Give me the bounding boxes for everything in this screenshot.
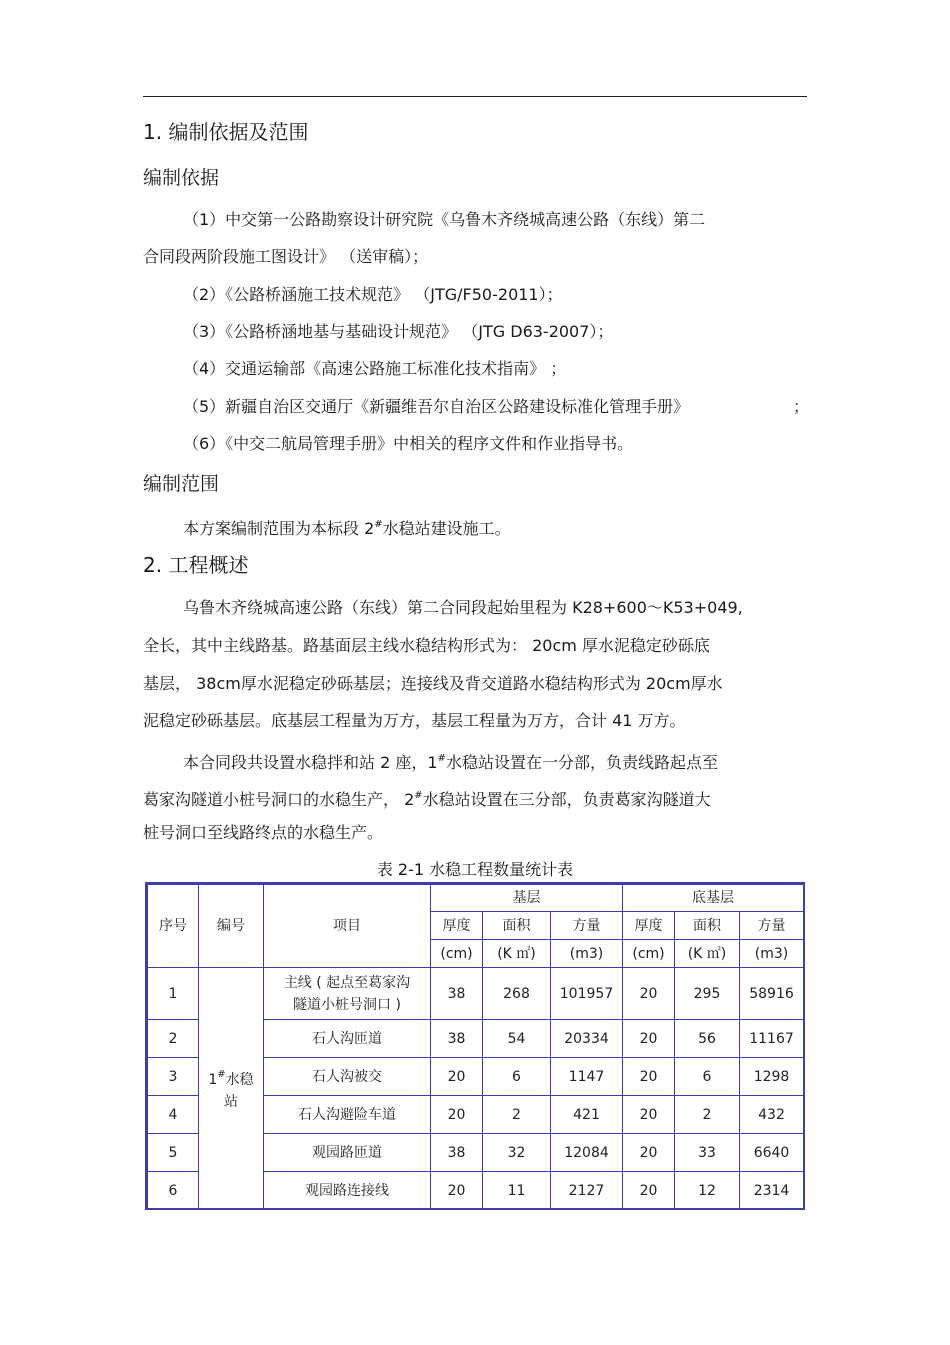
- cell-base-thickness: 38: [431, 1134, 483, 1172]
- header-subbase-unit-m3: (m3): [740, 940, 804, 968]
- stations-line-2: [143, 785, 711, 811]
- cell-base-thickness: 38: [431, 1020, 483, 1058]
- stations-line-1-b: 水稳站设置在一分部，负责线路起点至: [445, 753, 718, 772]
- cell-seq: 4: [148, 1096, 199, 1134]
- cell-subbase-thickness: 20: [623, 1096, 675, 1134]
- cell-subbase-volume: 6640: [740, 1134, 804, 1172]
- cell-subbase-thickness: 20: [623, 1020, 675, 1058]
- overview-line-2: 全长，其中主线路基。路基面层主线水稳结构形式为： 20cm 厚水泥稳定砂砾底: [143, 636, 710, 655]
- cell-station: [199, 968, 264, 1210]
- cell-base-area: 268: [483, 968, 551, 1020]
- header-rule: [143, 96, 807, 97]
- cell-subbase-area: 12: [675, 1172, 740, 1210]
- basis-item-2: （2）《公路桥涵施工技术规范》 （JTG/F50-2011）；: [183, 285, 563, 304]
- header-base: 基层: [431, 885, 623, 912]
- stations-line-3: 桩号洞口至线路终点的水稳生产。: [143, 823, 384, 842]
- table-header-row-1: [148, 885, 804, 912]
- cell-item: 石人沟被交: [264, 1058, 431, 1096]
- header-code: 编号: [199, 885, 264, 968]
- cell-base-volume: 101957: [551, 968, 623, 1020]
- header-base-unit-m3: (m3): [551, 940, 623, 968]
- cell-item: 石人沟避险车道: [264, 1096, 431, 1134]
- basis-item-4: （4）交通运输部《高速公路施工标准化技术指南》 ；: [183, 359, 567, 378]
- header-subbase: 底基层: [623, 885, 804, 912]
- basis-heading: 编制依据: [143, 167, 220, 189]
- station-sup: #: [217, 1069, 226, 1080]
- header-subbase-thickness: 厚度: [623, 912, 675, 940]
- basis-item-5: （5）新疆自治区交通厅《新疆维吾尔自治区公路建设标准化管理手册》: [183, 397, 690, 416]
- header-subbase-unit-km2: (K ㎡): [675, 940, 740, 968]
- header-base-thickness: 厚度: [431, 912, 483, 940]
- cell-item: 石人沟匝道: [264, 1020, 431, 1058]
- cell-seq: 3: [148, 1058, 199, 1096]
- header-subbase-volume: 方量: [740, 912, 804, 940]
- basis-item-6: （6）《中交二航局管理手册》中相关的程序文件和作业指导书。: [183, 434, 634, 453]
- basis-item-1-cont: 合同段两阶段施工图设计》 （送审稿）；: [143, 247, 429, 266]
- cell-base-area: 6: [483, 1058, 551, 1096]
- overview-line-1: 乌鲁木齐绕城高速公路（东线）第二合同段起始里程为 K28+600～K53+049,: [183, 598, 743, 617]
- station-prefix: 1: [208, 1072, 218, 1088]
- stations-line-1: [183, 748, 718, 774]
- cell-subbase-thickness: 20: [623, 1058, 675, 1096]
- cell-subbase-thickness: 20: [623, 968, 675, 1020]
- cell-base-area: 2: [483, 1096, 551, 1134]
- header-base-unit-cm: (cm): [431, 940, 483, 968]
- cell-subbase-thickness: 20: [623, 1134, 675, 1172]
- cell-subbase-volume: 11167: [740, 1020, 804, 1058]
- cell-base-volume: 2127: [551, 1172, 623, 1210]
- cell-base-area: 11: [483, 1172, 551, 1210]
- header-base-unit-km2: (K ㎡): [483, 940, 551, 968]
- cell-subbase-volume: 2314: [740, 1172, 804, 1210]
- cell-seq: 1: [148, 968, 199, 1020]
- stations-line-2-a: 葛家沟隧道小桩号洞口的水稳生产， 2: [143, 790, 415, 809]
- overview-line-4: 泥稳定砂砾基层。底基层工程量为万方，基层工程量为万方，合计 41 万方。: [143, 711, 686, 730]
- overview-line-3: 基层， 38cm厚水泥稳定砂砾基层；连接线及背交道路水稳结构形式为 20cm厚水: [143, 674, 723, 693]
- station-line2: 站: [224, 1094, 238, 1110]
- header-base-area: 面积: [483, 912, 551, 940]
- cell-item: 观园路连接线: [264, 1172, 431, 1210]
- header-base-volume: 方量: [551, 912, 623, 940]
- header-subbase-area: 面积: [675, 912, 740, 940]
- stations-line-1-a: 本合同段共设置水稳拌和站 2 座，1: [183, 753, 438, 772]
- header-seq: 序号: [148, 885, 199, 968]
- cell-base-volume: 12084: [551, 1134, 623, 1172]
- cell-subbase-thickness: 20: [623, 1172, 675, 1210]
- scope-heading: 编制范围: [143, 473, 220, 495]
- cell-base-volume: 421: [551, 1096, 623, 1134]
- table-row: [148, 968, 804, 1020]
- basis-item-5-tail: ；: [793, 397, 810, 416]
- cell-subbase-area: 6: [675, 1058, 740, 1096]
- scope-prefix: 本方案编制范围为本标段 2: [183, 519, 375, 538]
- cell-subbase-volume: 58916: [740, 968, 804, 1020]
- basis-item-1: （1）中交第一公路勘察设计研究院《乌鲁木齐绕城高速公路（东线）第二: [183, 210, 706, 229]
- table-caption: 表 2-1 水稳工程数量统计表: [376, 860, 574, 879]
- cell-base-thickness: 38: [431, 968, 483, 1020]
- cell-base-thickness: 20: [431, 1096, 483, 1134]
- cell-base-area: 32: [483, 1134, 551, 1172]
- cell-seq: 2: [148, 1020, 199, 1058]
- header-subbase-unit-cm: (cm): [623, 940, 675, 968]
- cell-subbase-area: 2: [675, 1096, 740, 1134]
- cell-base-volume: 20334: [551, 1020, 623, 1058]
- cell-subbase-area: 295: [675, 968, 740, 1020]
- cell-seq: 6: [148, 1172, 199, 1210]
- cell-item: 主线 ( 起点至葛家沟 隧道小桩号洞口 ): [264, 968, 431, 1020]
- cell-base-thickness: 20: [431, 1172, 483, 1210]
- station-suffix: 水稳: [225, 1072, 254, 1088]
- section2-heading: 2. 工程概述: [143, 553, 249, 577]
- cell-subbase-area: 56: [675, 1020, 740, 1058]
- scope-text: [183, 514, 511, 540]
- cell-subbase-volume: 432: [740, 1096, 804, 1134]
- cell-base-area: 54: [483, 1020, 551, 1058]
- stations-line-2-sup: #: [414, 790, 423, 801]
- stations-line-2-b: 水稳站设置在三分部，负责葛家沟隧道大: [422, 790, 711, 809]
- quantity-table: [145, 882, 805, 1210]
- header-item: 项目: [264, 885, 431, 968]
- cell-subbase-area: 33: [675, 1134, 740, 1172]
- cell-subbase-volume: 1298: [740, 1058, 804, 1096]
- basis-item-3: （3）《公路桥涵地基与基础设计规范》 （JTG D63-2007）；: [183, 322, 614, 341]
- cell-item: 观园路匝道: [264, 1134, 431, 1172]
- scope-suffix: 水稳站建设施工。: [382, 519, 511, 538]
- stations-line-1-sup: #: [437, 753, 446, 764]
- cell-base-thickness: 20: [431, 1058, 483, 1096]
- section1-heading: 1. 编制依据及范围: [143, 120, 309, 144]
- scope-sup: #: [374, 519, 383, 530]
- cell-seq: 5: [148, 1134, 199, 1172]
- cell-base-volume: 1147: [551, 1058, 623, 1096]
